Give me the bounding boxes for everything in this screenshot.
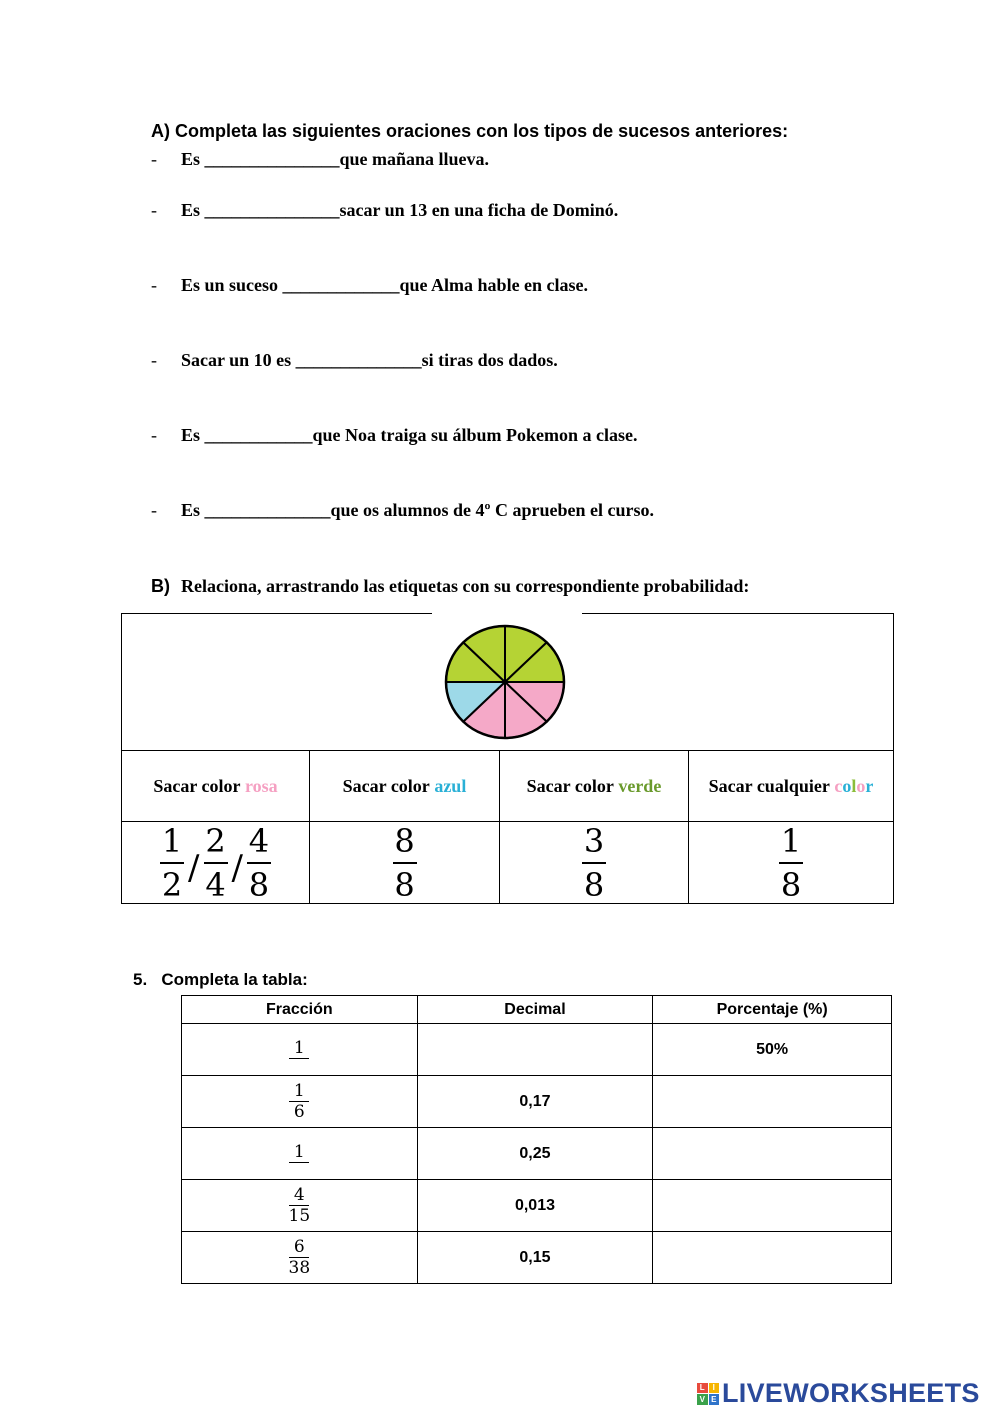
section-b-letter: B) [151,576,170,596]
letter: r [865,775,874,796]
logo-letter: L [697,1383,708,1394]
numerator: 4 [248,822,270,860]
sentence-text: Es ____________que Noa traiga su álbum Pokemon a clase. [181,425,638,445]
numerator: 1 [293,1142,305,1162]
bullet: - [151,200,157,220]
denominator: 8 [583,866,605,904]
section-b-heading [151,576,749,597]
fraction-bar [289,1058,309,1059]
fraction [582,822,606,904]
fraction-cell[interactable] [182,1076,418,1128]
label-color-word [834,776,873,797]
decimal-cell[interactable]: 0,15 [417,1232,653,1284]
denominator: 2 [161,866,183,904]
sentence-3 [151,275,588,296]
fraction-cell[interactable] [182,1180,418,1232]
fraction-bar [289,1162,309,1163]
top-border-gap [432,606,582,618]
decimal-cell[interactable]: 0,17 [417,1076,653,1128]
denominator: 8 [780,866,802,904]
label-cualquier[interactable] [689,751,893,821]
decimal-cell[interactable]: 0,25 [417,1128,653,1180]
bullet: - [151,275,157,295]
sentence-text: Sacar un 10 es ______________si tiras dos dados. [181,350,558,370]
denominator: 6 [293,1102,305,1122]
logo-letter: V [697,1394,708,1405]
table-header-row [182,996,892,1024]
sentence-2 [151,200,618,221]
sentence-1 [151,149,489,170]
fraction [289,1237,311,1278]
fraction [160,822,184,904]
label-color-word: azul [434,775,467,796]
fraction [289,1185,311,1226]
denominator: 38 [288,1258,311,1278]
letter: l [851,775,857,796]
numerator: 4 [293,1185,305,1205]
denominator: 8 [394,866,415,904]
column-header: Porcentaje (%) [653,996,892,1024]
fraction-cell[interactable] [182,1024,418,1076]
slash: / [231,848,243,888]
numerator: 3 [583,822,605,860]
sentence-text: Es _______________que mañana llueva. [181,149,490,169]
percent-cell[interactable] [653,1128,892,1180]
bullet: - [151,350,157,370]
logo-mark-icon [697,1383,719,1405]
fraction-bar [393,862,417,864]
label-color-word: verde [618,775,662,796]
percent-cell[interactable]: 50% [653,1024,892,1076]
percent-cell[interactable] [653,1180,892,1232]
denominator: 4 [205,866,226,904]
fraction-bar [582,862,606,864]
conversion-table [181,995,892,1284]
bullet: - [151,149,157,169]
letter: o [842,775,852,796]
sentence-6 [151,500,654,521]
bullet: - [151,425,157,445]
denominator: 8 [248,866,270,904]
table-row [182,1232,892,1284]
label-verde[interactable] [500,751,688,821]
numerator: 6 [293,1237,305,1257]
percent-cell[interactable] [653,1232,892,1284]
section-b-text: Relaciona, arrastrando las etiquetas con su correspondiente probabilidad: [181,576,750,596]
fraction-cell-4 [689,822,893,904]
table-row [182,1076,892,1128]
table-row [182,1024,892,1076]
section-5-heading: 5. Completa la tabla: [133,970,308,989]
fraction [289,1081,309,1122]
logo-text: LIVEWORKSHEETS [722,1378,980,1408]
numerator: 1 [293,1038,305,1058]
spinner-circle [443,623,567,741]
letter: o [856,775,866,796]
fraction-cell-2 [310,822,499,904]
numerator: 8 [394,822,415,860]
numerator: 1 [293,1081,305,1101]
label-prefix: Sacar color [153,775,241,796]
bullet: - [151,500,157,520]
label-prefix: Sacar color [342,775,430,796]
fraction-bar [160,862,184,864]
label-prefix: Sacar color [526,775,614,796]
denominator: 15 [288,1206,311,1226]
fraction-cell-3 [500,822,688,904]
fraction [393,822,417,904]
decimal-cell[interactable]: 0,013 [417,1180,653,1232]
fraction [289,1038,309,1059]
fraction-cell-1 [122,822,309,904]
letter: c [834,775,843,796]
fraction-cell[interactable] [182,1128,418,1180]
liveworksheets-logo[interactable] [697,1378,980,1409]
label-prefix: Sacar cualquier [708,775,830,796]
column-header: Decimal [417,996,653,1024]
fraction [204,822,228,904]
table-row [182,1180,892,1232]
sentence-5 [151,425,638,446]
fraction-bar [204,862,228,864]
sentence-text: Es un suceso _____________que Alma hable en clase. [181,275,589,295]
fraction-bar [779,862,803,864]
fraction-bar [247,862,271,864]
section-a-heading: A) Completa las siguientes oraciones con los tipos de sucesos anteriores: [151,121,789,141]
numerator: 2 [205,822,226,860]
fraction [247,822,271,904]
fraction [289,1142,309,1163]
fraction [779,822,803,904]
numerator: 1 [780,822,802,860]
numerator: 1 [161,822,183,860]
slash: / [188,848,200,888]
fraction-cell[interactable] [182,1232,418,1284]
label-rosa[interactable] [122,751,309,821]
logo-letter: I [709,1383,720,1394]
sentence-4 [151,350,558,371]
column-header: Fracción [182,996,418,1024]
decimal-cell[interactable] [417,1024,653,1076]
sentence-text: Es _______________sacar un 13 en una ficha de Dominó. [181,200,619,220]
label-azul[interactable] [310,751,499,821]
logo-letter: E [709,1394,720,1405]
table-row [182,1128,892,1180]
sentence-text: Es ______________que os alumnos de 4º C aprueben el curso. [181,500,654,520]
label-color-word: rosa [244,775,278,796]
percent-cell[interactable] [653,1076,892,1128]
